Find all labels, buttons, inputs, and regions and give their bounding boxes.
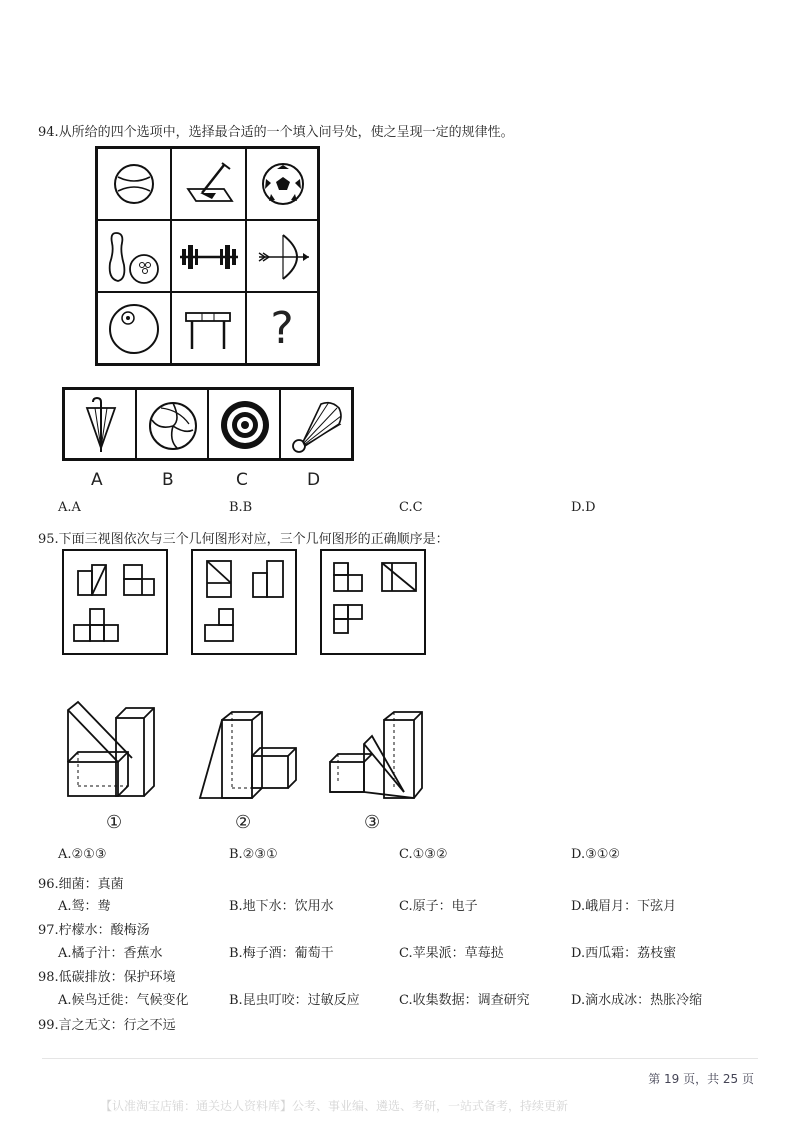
question-mark: ? [246, 292, 318, 364]
q96-option-a[interactable]: A.鸳：鸯 [58, 899, 111, 914]
hurdle-icon [171, 292, 246, 364]
shuttlecock-icon [280, 389, 352, 459]
shape-label-2: ② [235, 812, 252, 833]
bowling-icon [97, 220, 171, 292]
umbrella-icon [64, 389, 136, 459]
shape-label-3: ③ [364, 812, 381, 833]
q95-option-c[interactable]: C.①③② [399, 847, 448, 862]
baseball-icon [97, 148, 171, 220]
q98-stem: 98.低碳排放：保护环境 [38, 970, 176, 985]
q98-option-a[interactable]: A.候鸟迁徙：气候变化 [58, 993, 189, 1008]
q98-option-b[interactable]: B.昆虫叮咬：过敏反应 [229, 993, 360, 1008]
q95-stem: 95.下面三视图依次与三个几何图形对应，三个几何图形的正确顺序是： [38, 532, 449, 547]
q96-stem: 96.细菌：真菌 [38, 877, 124, 892]
q97-stem: 97.柠檬水：酸梅汤 [38, 923, 150, 938]
q96-option-d[interactable]: D.峨眉月：下弦月 [571, 899, 677, 914]
bow-arrow-icon [246, 220, 318, 292]
q94-option-c[interactable]: C.C [399, 500, 423, 515]
q94-option-d[interactable]: D.D [571, 500, 596, 515]
three-view-1 [62, 549, 168, 655]
footer-divider [42, 1058, 758, 1059]
choice-letter: D [307, 470, 321, 490]
q94-option-b[interactable]: B.B [229, 500, 253, 515]
q97-option-a[interactable]: A.橘子汁：香蕉水 [58, 946, 163, 961]
q97-option-d[interactable]: D.西瓜霜：荔枝蜜 [571, 946, 677, 961]
q98-option-c[interactable]: C.收集数据：调查研究 [399, 993, 530, 1008]
solid-shape-2 [194, 708, 302, 804]
three-view-3 [320, 549, 426, 655]
billiard-ball-icon [97, 292, 171, 364]
q94-stem: 94.从所给的四个选项中，选择最合适的一个填入问号处，使之呈现一定的规律性。 [38, 125, 514, 140]
q94-option-a[interactable]: A.A [58, 500, 81, 515]
target-icon [208, 389, 280, 459]
watermark: 【认准淘宝店铺：通关达人资料库】公考、事业编、遴选、考研，一站式备考，持续更新 [100, 1099, 569, 1113]
q95-option-a[interactable]: A.②①③ [58, 847, 107, 862]
solid-shape-1 [60, 700, 164, 802]
page-number: 第 19 页，共 25 页 [648, 1072, 754, 1086]
choice-letter: A [91, 470, 103, 490]
q96-option-c[interactable]: C.原子：电子 [399, 899, 478, 914]
q98-option-d[interactable]: D.滴水成冰：热胀冷缩 [571, 993, 703, 1008]
shape-label-1: ① [106, 812, 123, 833]
q99-stem: 99.言之无文：行之不远 [38, 1018, 176, 1033]
soccer-ball-icon [246, 148, 318, 220]
three-view-2 [191, 549, 297, 655]
barbell-icon [171, 220, 246, 292]
q95-option-d[interactable]: D.③①② [571, 847, 621, 862]
q95-option-b[interactable]: B.②③① [229, 847, 278, 862]
q97-option-c[interactable]: C.苹果派：草莓挞 [399, 946, 504, 961]
volleyball-icon [136, 389, 208, 459]
choice-letter: C [236, 470, 248, 490]
q94-figure-grid [95, 146, 320, 366]
solid-shape-3 [322, 708, 432, 804]
q96-option-b[interactable]: B.地下水：饮用水 [229, 899, 334, 914]
q94-choice-strip [62, 387, 354, 461]
q97-option-b[interactable]: B.梅子酒：葡萄干 [229, 946, 334, 961]
choice-letter: B [162, 470, 174, 490]
hand-plow-icon [171, 148, 246, 220]
